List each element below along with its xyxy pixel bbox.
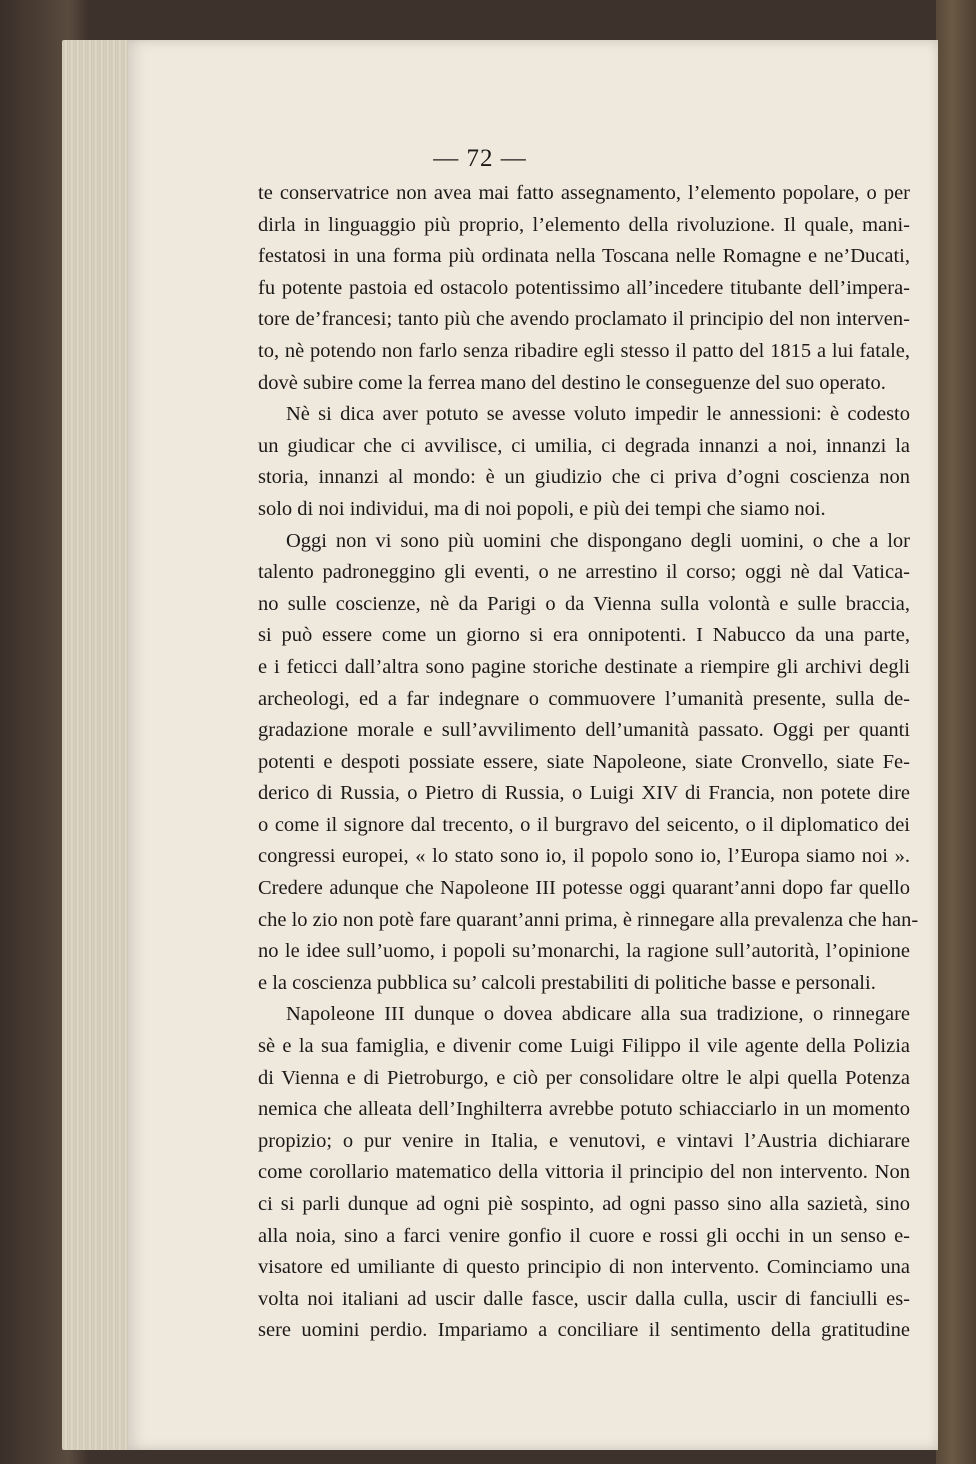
text-line: sere uomini perdio. Impariamo a conciliare il sentimento della gratitudine bbox=[258, 1319, 910, 1342]
text-line: fu potente pastoia ed ostacolo potentissimo all’incedere titubante dell’impera- bbox=[258, 276, 910, 299]
text-line: Nè si dica aver potuto se avesse voluto impedir le annessioni: è codesto bbox=[286, 403, 910, 426]
page-number: — 72 — bbox=[433, 145, 527, 172]
text-line: propizio; o pur venire in Italia, e venutovi, e vintavi l’Austria dichiarare bbox=[258, 1129, 910, 1152]
text-line: e i feticci dall’altra sono pagine storiche destinate a riempire gli archivi degli bbox=[258, 655, 910, 678]
text-line: storia, innanzi al mondo: è un giudizio che ci priva d’ogni coscienza non bbox=[258, 466, 910, 489]
text-line: no le idee sull’uomo, i popoli su’monarchi, la ragione sull’autorità, l’opinione bbox=[258, 940, 910, 963]
text-line: gradazione morale e sull’avvilimento dell’umanità passato. Oggi per quanti bbox=[258, 719, 910, 742]
text-line: Oggi non vi sono più uomini che dispongano degli uomini, o che a lor bbox=[286, 529, 910, 552]
text-line: potenti e despoti possiate essere, siate Napoleone, siate Cronvello, siate Fe- bbox=[258, 750, 910, 773]
book-cover-right-edge bbox=[936, 0, 976, 1464]
text-line: derico di Russia, o Pietro di Russia, o Luigi XIV di Francia, non potete dire bbox=[258, 782, 910, 805]
text-line: come corollario matematico della vittoria il principio del non intervento. Non bbox=[258, 1161, 910, 1184]
text-line: congressi europei, « lo stato sono io, il popolo sono io, l’Europa siamo noi ». bbox=[258, 845, 910, 868]
text-line: to, nè potendo non farlo senza ribadire egli stesso il patto del 1815 a lui fatale, bbox=[258, 339, 910, 362]
text-line: archeologi, ed a far indegnare o commuovere l’umanità presente, sulla de- bbox=[258, 687, 910, 710]
text-line: Napoleone III dunque o dovea abdicare alla sua tradizione, o rinnegare bbox=[286, 1003, 910, 1026]
text-line: volta noi italiani ad uscir dalle fasce, uscir dalla culla, uscir di fanciulli es- bbox=[258, 1287, 910, 1310]
text-line: te conservatrice non avea mai fatto assegnamento, l’elemento popolare, o per bbox=[258, 182, 910, 204]
page-body-text bbox=[258, 178, 919, 1347]
text-line: tore de’francesi; tanto più che avendo proclamato il principio del non interven- bbox=[258, 308, 910, 331]
text-line: Credere adunque che Napoleone III potesse oggi quarant’anni dopo far quello bbox=[258, 877, 910, 900]
text-line: talento padroneggino gli eventi, o ne arrestino il corso; oggi nè dal Vatica- bbox=[258, 561, 910, 584]
text-line: un giudicar che ci avvilisce, ci umilia, ci degrada innanzi a noi, innanzi la bbox=[258, 434, 910, 457]
text-line: ci si parli dunque ad ogni piè sospinto, ad ogni passo sino alla sazietà, sino bbox=[258, 1193, 910, 1215]
text-line: dovè subire come la ferrea mano del destino le conseguenze del suo operato. bbox=[258, 371, 886, 394]
text-line: solo di noi individui, ma di noi popoli, e più dei tempi che siamo noi. bbox=[258, 497, 826, 520]
text-line: che lo zio non potè fare quarant’anni prima, è rinnegare alla prevalenza che han- bbox=[258, 908, 919, 931]
text-line: sè e la sua famiglia, e divenir come Luigi Filippo il vile agente della Polizia bbox=[258, 1035, 910, 1058]
text-line: nemica che alleata dell’Inghilterra avrebbe potuto schiacciarlo in un momento bbox=[258, 1098, 910, 1121]
text-line: e la coscienza pubblica su’ calcoli prestabiliti di politiche basse e personali. bbox=[258, 971, 876, 994]
text-line: festatosi in una forma più ordinata nella Toscana nelle Romagne e ne’Ducati, bbox=[258, 245, 910, 268]
text-line: si può essere come un giorno si era onnipotenti. I Nabucco da una parte, bbox=[258, 624, 910, 647]
text-line: no sulle coscienze, nè da Parigi o da Vienna sulla volontà e sulle braccia, bbox=[258, 592, 910, 615]
text-line: o come il signore dal trecento, o il burgravo del seicento, o il diplomatico dei bbox=[258, 813, 910, 836]
text-line: visatore ed umiliante di questo principio di non intervento. Cominciamo una bbox=[258, 1256, 910, 1279]
text-line: di Vienna e di Pietroburgo, e ciò per consolidare oltre le alpi quella Potenza bbox=[258, 1066, 910, 1089]
text-line: alla noia, sino a farci venire gonfio il cuore e rossi gli occhi in un senso e- bbox=[258, 1224, 910, 1247]
text-line: dirla in linguaggio più proprio, l’elemento della rivoluzione. Il quale, mani- bbox=[258, 213, 910, 236]
